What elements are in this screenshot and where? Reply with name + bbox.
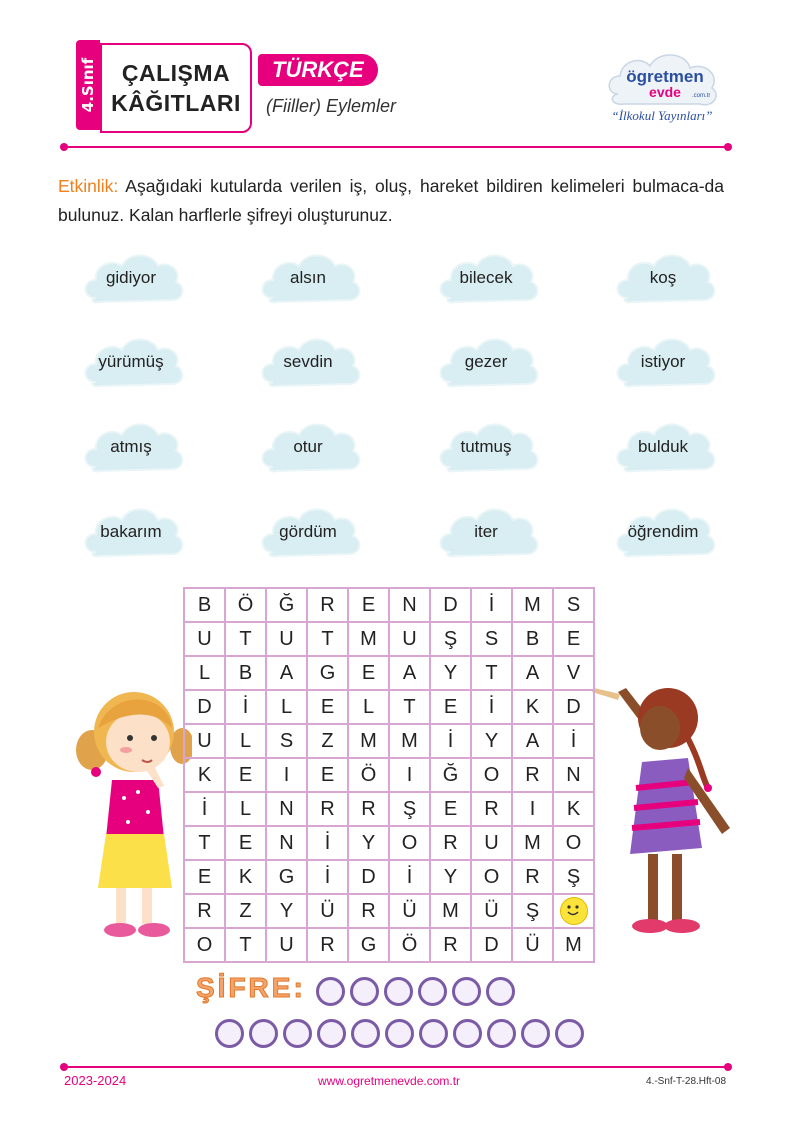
grid-cell: U: [184, 622, 225, 656]
grid-cell: R: [348, 894, 389, 928]
grid-cell: I: [512, 792, 553, 826]
grid-cell: Ö: [389, 928, 430, 962]
grid-cell: L: [225, 724, 266, 758]
cloud-word: bakarım: [100, 522, 162, 541]
grid-cell: İ: [471, 588, 512, 622]
answer-circle[interactable]: [317, 1019, 346, 1048]
grid-cell: E: [184, 860, 225, 894]
grade-label: 4.Sınıf: [79, 57, 97, 113]
page-subtitle: (Fiiller) Eylemler: [266, 96, 396, 116]
header-divider: [64, 146, 728, 148]
grid-cell: M: [348, 724, 389, 758]
word-cloud: [78, 417, 184, 479]
grid-cell: Ü: [512, 928, 553, 962]
grid-cell: T: [184, 826, 225, 860]
grid-cell: K: [553, 792, 594, 826]
grid-cell: V: [553, 656, 594, 690]
grid-cell: İ: [307, 826, 348, 860]
grid-cell: T: [307, 622, 348, 656]
grid-cell: L: [184, 656, 225, 690]
grid-cell: R: [430, 826, 471, 860]
grid-cell: N: [389, 588, 430, 622]
grid-cell: Y: [430, 656, 471, 690]
grid-cell: O: [184, 928, 225, 962]
grid-cell: Y: [266, 894, 307, 928]
grid-cell: L: [266, 690, 307, 724]
grid-cell: Ü: [471, 894, 512, 928]
grid-cell: I: [389, 758, 430, 792]
grid-cell: R: [184, 894, 225, 928]
cloud-word: koş: [649, 268, 677, 287]
grid-cell: S: [471, 622, 512, 656]
grid-cell: B: [184, 588, 225, 622]
grid-cell: N: [553, 758, 594, 792]
grid-cell: İ: [553, 724, 594, 758]
word-cloud: [255, 332, 361, 394]
grid-cell: K: [512, 690, 553, 724]
answer-circle[interactable]: [350, 977, 379, 1006]
grid-cell: A: [389, 656, 430, 690]
answer-circle[interactable]: [419, 1019, 448, 1048]
cloud-word: atmış: [110, 437, 152, 456]
cloud-word: gördüm: [279, 522, 337, 541]
grid-cell: R: [512, 860, 553, 894]
smiley-icon: [560, 897, 588, 925]
cloud-word: tutmuş: [460, 437, 512, 456]
grid-cell: Y: [430, 860, 471, 894]
grid-cell: Ş: [389, 792, 430, 826]
grid-cell: Ş: [553, 860, 594, 894]
word-cloud: [610, 502, 716, 564]
grid-cell: Ğ: [430, 758, 471, 792]
grid-cell: A: [512, 724, 553, 758]
grid-cell: E: [430, 792, 471, 826]
answer-circle[interactable]: [351, 1019, 380, 1048]
grid-cell: E: [225, 758, 266, 792]
footer-website[interactable]: www.ogretmenevde.com.tr: [318, 1074, 461, 1088]
grid-cell: Ü: [307, 894, 348, 928]
grid-cell: Y: [348, 826, 389, 860]
instruction-text: Aşağıdaki kutularda verilen iş, oluş, hareket bildiren kelimeleri bulmaca-da bulunuz. Kalan harflerle şifreyi oluşturunuz.: [58, 176, 724, 225]
answer-circle[interactable]: [487, 1019, 516, 1048]
word-cloud: [255, 248, 361, 310]
grid-cell: S: [266, 724, 307, 758]
grid-cell: U: [389, 622, 430, 656]
answer-circle[interactable]: [521, 1019, 550, 1048]
grid-cell: B: [225, 656, 266, 690]
answer-circle[interactable]: [385, 1019, 414, 1048]
grid-cell: T: [225, 622, 266, 656]
word-cloud: [610, 248, 716, 310]
grid-cell: Z: [225, 894, 266, 928]
grid-cell: R: [307, 928, 348, 962]
grid-cell: O: [471, 758, 512, 792]
grid-cell: İ: [430, 724, 471, 758]
grid-cell: U: [266, 928, 307, 962]
title-line-2: KÂĞITLARI: [111, 90, 241, 116]
grid-cell: Ş: [512, 894, 553, 928]
footer-year: 2023-2024: [64, 1073, 127, 1088]
grid-cell: R: [307, 588, 348, 622]
word-cloud: [78, 332, 184, 394]
grid-cell: D: [184, 690, 225, 724]
grid-cell: K: [184, 758, 225, 792]
cloud-word: sevdin: [283, 352, 333, 371]
subject-badge: TÜRKÇE: [258, 54, 378, 86]
word-cloud: [78, 248, 184, 310]
grid-cell: M: [389, 724, 430, 758]
publisher-logo: [600, 42, 730, 132]
grid-cell: E: [348, 656, 389, 690]
logo-text: ögretmen: [626, 67, 704, 86]
answer-circle[interactable]: [384, 977, 413, 1006]
grid-cell: S: [553, 588, 594, 622]
grid-cell: U: [471, 826, 512, 860]
answer-circle[interactable]: [453, 1019, 482, 1048]
word-cloud: [433, 248, 539, 310]
grid-cell: R: [471, 792, 512, 826]
grid-cell: T: [389, 690, 430, 724]
title-box: [100, 43, 252, 133]
grid-cell: O: [389, 826, 430, 860]
cloud-word: yürümüş: [98, 352, 164, 371]
grid-cell: D: [348, 860, 389, 894]
title-line-1: ÇALIŞMA: [121, 60, 231, 86]
grid-cell: A: [512, 656, 553, 690]
word-cloud: [610, 417, 716, 479]
answer-circle[interactable]: [316, 977, 345, 1006]
cloud-word: iter: [474, 522, 498, 541]
grid-cell: M: [512, 826, 553, 860]
grid-cell: G: [266, 860, 307, 894]
sifre-label: ŞİFRE:: [196, 972, 306, 1003]
logo-domain: .com.tr: [692, 93, 711, 99]
grid-cell: T: [471, 656, 512, 690]
instruction: [58, 172, 724, 230]
grid-cell: Ö: [225, 588, 266, 622]
grid-cell: M: [348, 622, 389, 656]
grid-cell: R: [512, 758, 553, 792]
grid-cell: E: [348, 588, 389, 622]
cloud-word: gezer: [464, 352, 508, 371]
cloud-word: alsın: [290, 268, 326, 287]
word-cloud: [433, 417, 539, 479]
logo-text-2: evde: [649, 84, 681, 100]
answer-circle[interactable]: [418, 977, 447, 1006]
girl-left-illustration: [72, 688, 192, 948]
answer-circle[interactable]: [249, 1019, 278, 1048]
cloud-word: öğrendim: [627, 522, 699, 541]
grid-cell: M: [553, 928, 594, 962]
grid-cell: R: [430, 928, 471, 962]
grid-cell: M: [512, 588, 553, 622]
grid-cell: R: [348, 792, 389, 826]
grid-cell: Z: [307, 724, 348, 758]
grid-cell: A: [266, 656, 307, 690]
word-cloud: [255, 417, 361, 479]
grid-cell: Y: [471, 724, 512, 758]
answer-circle[interactable]: [486, 977, 515, 1006]
word-cloud: [433, 332, 539, 394]
logo-slogan: “İlkokul Yayınları”: [611, 108, 713, 123]
grid-cell: [553, 894, 594, 928]
grid-cell: Ş: [430, 622, 471, 656]
cloud-word: istiyor: [640, 352, 686, 371]
grid-cell: T: [225, 928, 266, 962]
grid-cell: I: [266, 758, 307, 792]
grid-cell: Ğ: [266, 588, 307, 622]
grid-cell: E: [430, 690, 471, 724]
word-cloud: [610, 332, 716, 394]
grade-tab: [76, 40, 100, 130]
grid-cell: K: [225, 860, 266, 894]
word-cloud: [255, 502, 361, 564]
grid-cell: İ: [471, 690, 512, 724]
grid-cell: L: [225, 792, 266, 826]
grid-cell: U: [266, 622, 307, 656]
grid-cell: O: [553, 826, 594, 860]
answer-circle[interactable]: [452, 977, 481, 1006]
grid-cell: D: [553, 690, 594, 724]
grid-cell: İ: [389, 860, 430, 894]
grid-cell: İ: [184, 792, 225, 826]
answer-circle[interactable]: [555, 1019, 584, 1048]
grid-cell: N: [266, 792, 307, 826]
grid-cell: E: [553, 622, 594, 656]
word-cloud: [78, 502, 184, 564]
answer-circle[interactable]: [283, 1019, 312, 1048]
grid-cell: B: [512, 622, 553, 656]
grid-cell: G: [348, 928, 389, 962]
word-search-grid: [183, 587, 595, 963]
grid-cell: D: [430, 588, 471, 622]
cloud-word: gidiyor: [105, 268, 157, 287]
cloud-word: bulduk: [637, 437, 689, 456]
grid-cell: İ: [225, 690, 266, 724]
footer-divider: [64, 1066, 728, 1068]
grid-cell: M: [430, 894, 471, 928]
answer-circle[interactable]: [215, 1019, 244, 1048]
instruction-label: Etkinlik:: [58, 176, 119, 196]
cloud-word: bilecek: [459, 268, 513, 287]
grid-cell: L: [348, 690, 389, 724]
cloud-word: otur: [293, 437, 323, 456]
grid-cell: E: [307, 758, 348, 792]
grid-cell: O: [471, 860, 512, 894]
grid-cell: N: [266, 826, 307, 860]
footer-code: 4.-Snf-T-28.Hft-08: [646, 1076, 727, 1087]
grid-cell: Ü: [389, 894, 430, 928]
grid-cell: U: [184, 724, 225, 758]
grid-cell: E: [307, 690, 348, 724]
grid-cell: İ: [307, 860, 348, 894]
grid-cell: Ö: [348, 758, 389, 792]
word-cloud: [433, 502, 539, 564]
girl-right-illustration: [590, 678, 750, 948]
grid-cell: R: [307, 792, 348, 826]
grid-cell: D: [471, 928, 512, 962]
grid-cell: G: [307, 656, 348, 690]
grid-cell: E: [225, 826, 266, 860]
